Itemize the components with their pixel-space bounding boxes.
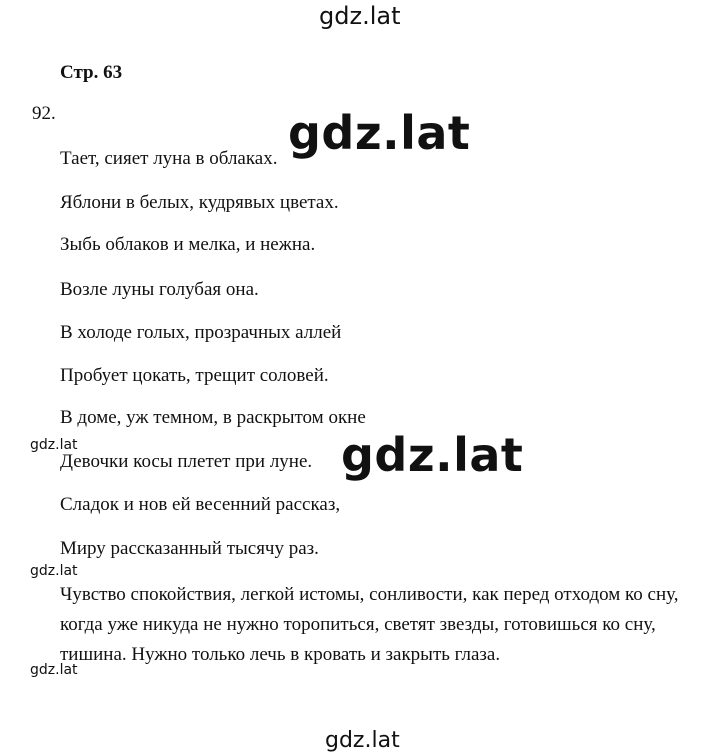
poem-line: Зыбь облаков и мелка, и нежна. (60, 234, 316, 255)
poem-line: Девочки косы плетет при луне. (60, 451, 313, 472)
watermark-small: gdz.lat (30, 563, 78, 579)
poem-line: Яблони в белых, кудрявых цветах. (60, 192, 339, 213)
poem-line: Возле луны голубая она. (60, 279, 259, 300)
poem-line: В доме, уж темном, в раскрытом окне (60, 407, 366, 428)
watermark-large: gdz.lat (341, 428, 524, 482)
poem-line: В холоде голых, прозрачных аллей (60, 322, 342, 343)
poem-line: Тает, сияет луна в облаках. (60, 148, 278, 169)
poem-line: Пробует цокать, трещит соловей. (60, 365, 329, 386)
poem-line: Миру рассказанный тысячу раз. (60, 538, 319, 559)
answer-paragraph: Чувство спокойствия, легкой истомы, сонливости, как перед отходом ко сну, когда уже никуда не нужно торопиться, светят звезды, готовишься ко сну, тишина. Нужно только лечь в кровать и закрыть глаза. (60, 584, 679, 665)
watermark-small: gdz.lat (30, 662, 78, 678)
watermark-top: gdz.lat (319, 2, 401, 30)
poem-line: Сладок и нов ей весенний рассказ, (60, 494, 341, 515)
watermark-bottom: gdz.lat (325, 728, 400, 753)
page-title: Стр. 63 (60, 62, 123, 83)
task-number: 92. (32, 103, 56, 124)
watermark-large: gdz.lat (288, 106, 471, 160)
watermark-small: gdz.lat (30, 437, 78, 453)
